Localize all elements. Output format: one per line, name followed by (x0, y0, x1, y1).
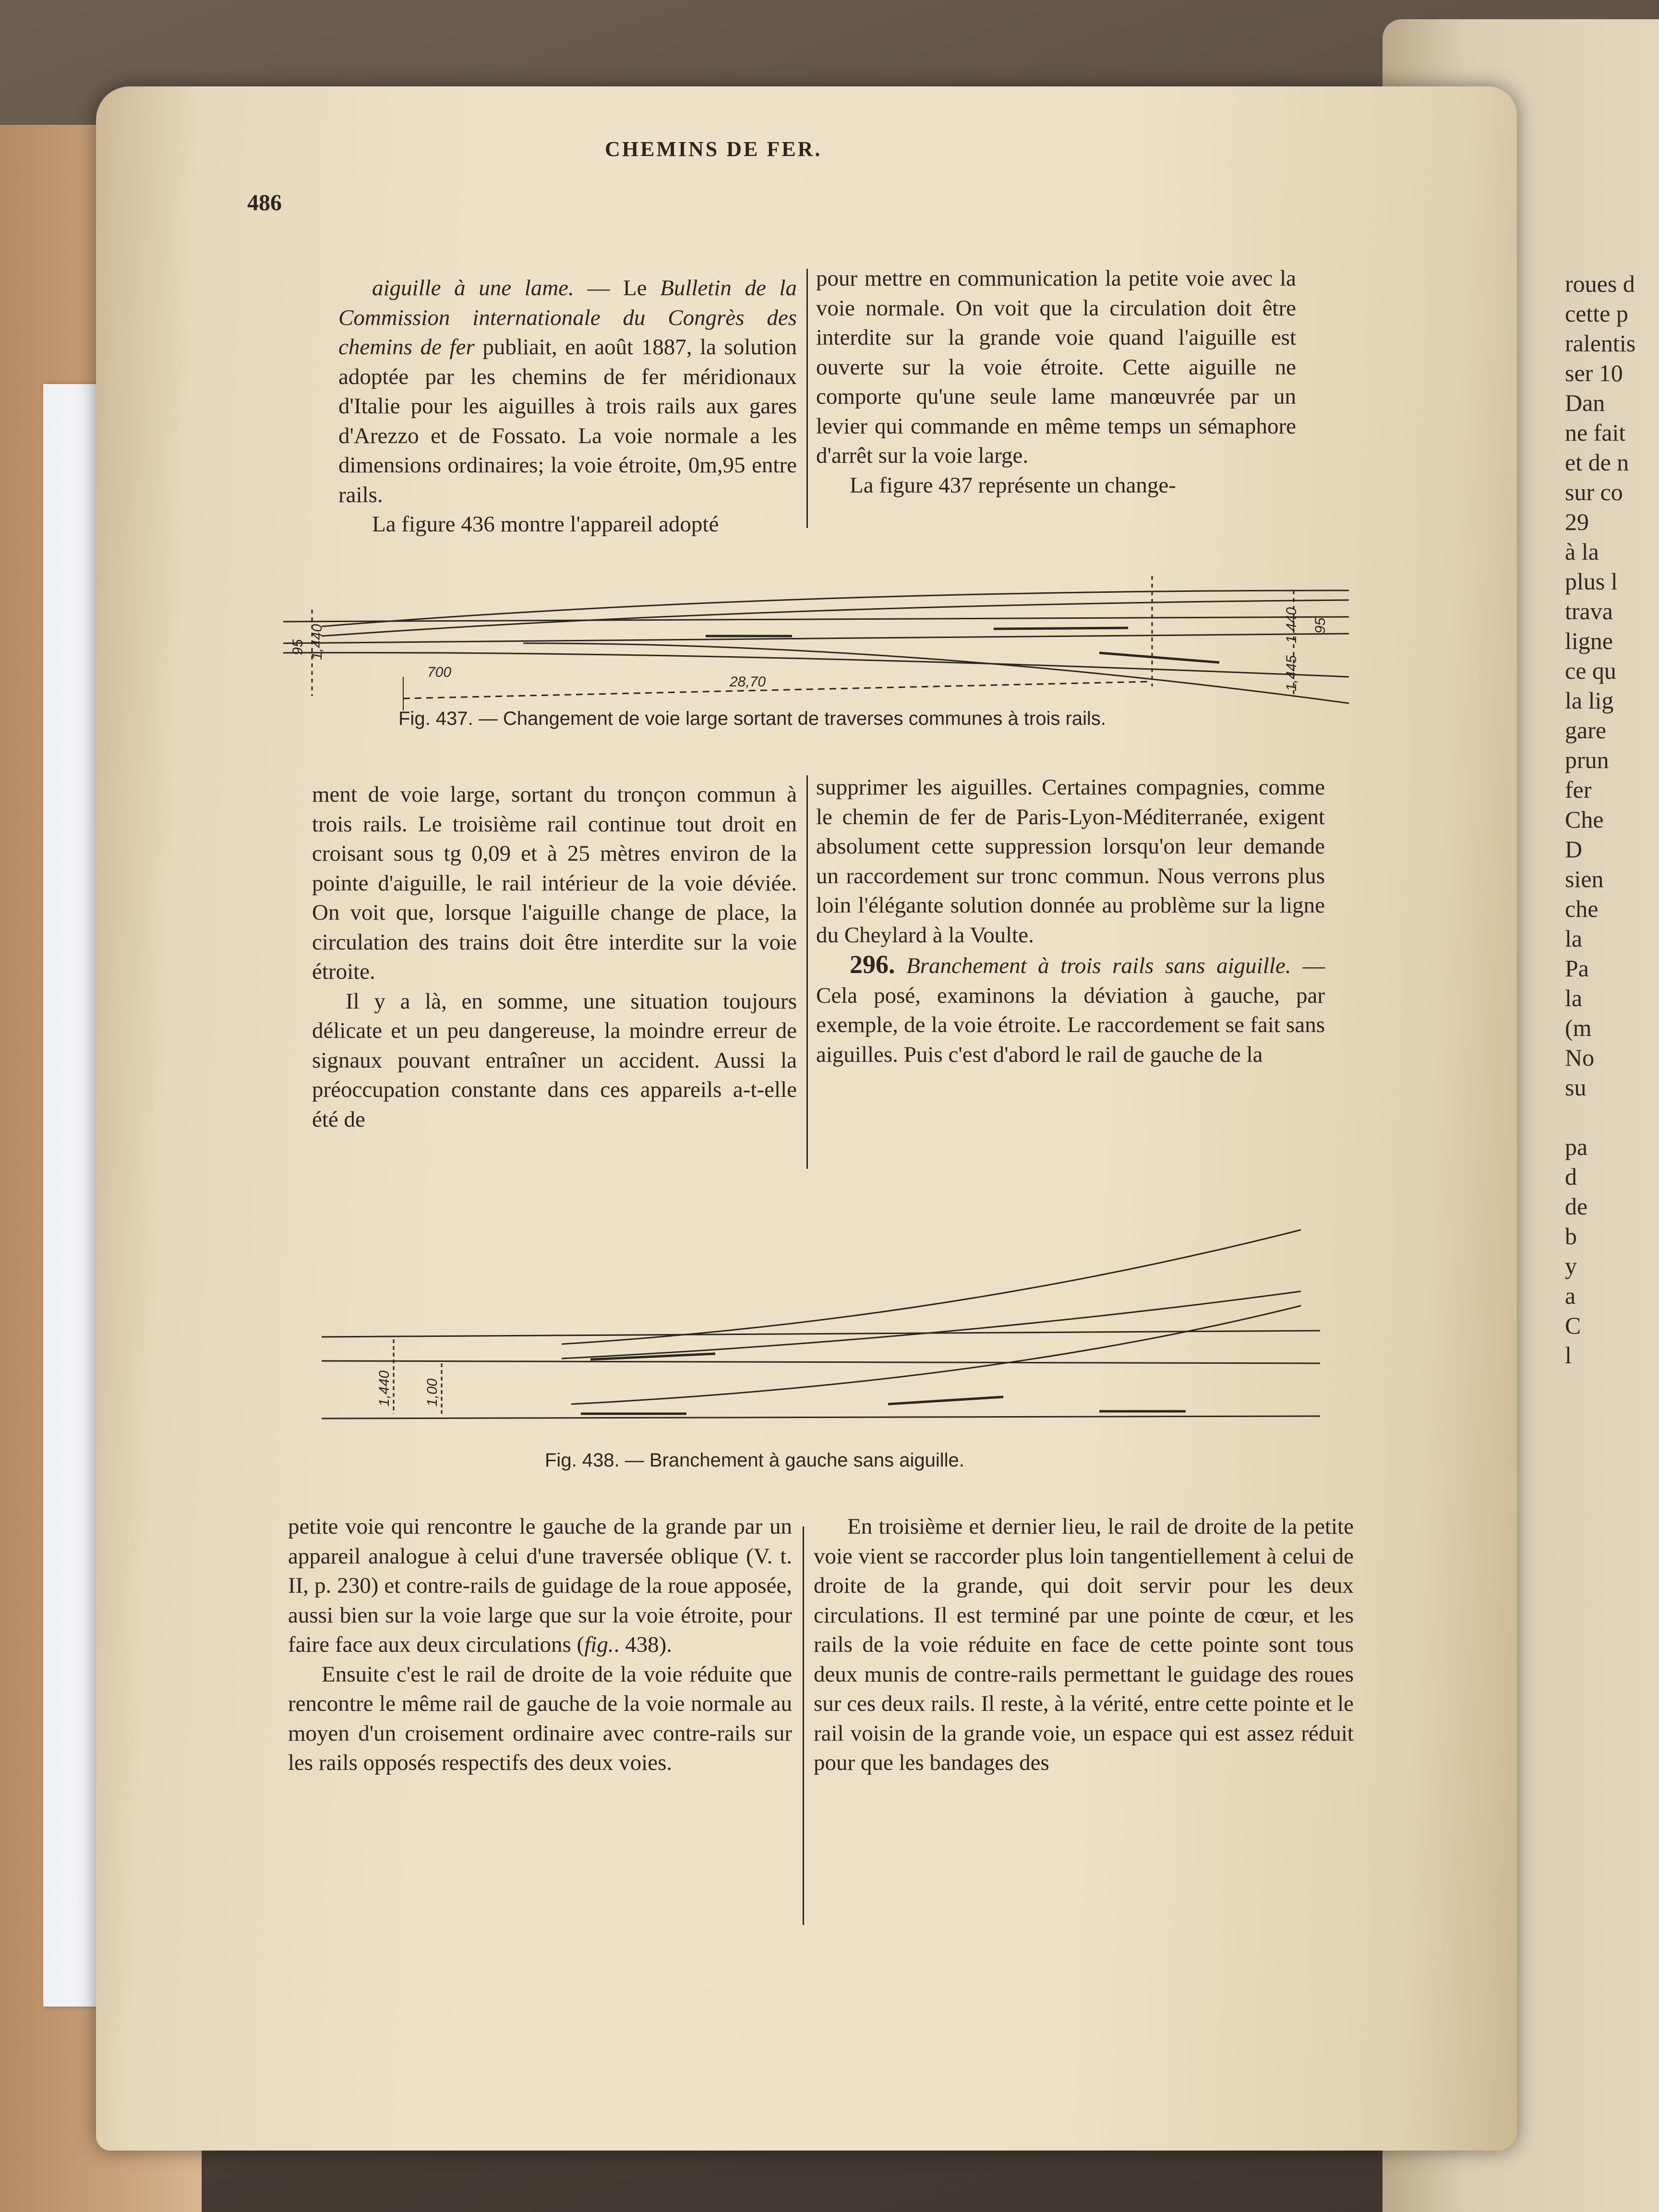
facing-page-line: a (1565, 1282, 1576, 1309)
block2-left-column (312, 780, 797, 1134)
facing-page-line: la lig (1565, 687, 1614, 714)
dim-1440: 1,440 (376, 1370, 392, 1407)
dim-2870: 28,70 (730, 674, 766, 690)
facing-page-line: su (1565, 1074, 1587, 1101)
dim-95-left: 95 (290, 639, 306, 655)
facing-page-line: C (1565, 1312, 1581, 1339)
paragraph: La figure 436 montre l'appareil adopté (372, 512, 719, 537)
facing-page-line: d (1565, 1163, 1577, 1190)
facing-page-line: y (1565, 1252, 1577, 1279)
facing-page-line: gare (1565, 717, 1607, 744)
facing-page-line: roues d (1565, 270, 1635, 297)
facing-page-line: prun (1565, 746, 1609, 773)
paragraph: petite voie qui rencontre le gauche de la grande par un appareil analogue à celui d'une traversée oblique (V. t. II, p. 230) et contre-rails de guidage de la roue apposée, aussi bien sur la voie large que sur la voie étroite, pour faire face aux deux circulations (fig.. 438). (288, 1514, 792, 1657)
facing-page-line: D (1565, 836, 1583, 863)
run-in-title: aiguille à une lame. (372, 276, 574, 301)
facing-page-line: à la (1565, 538, 1599, 565)
column-rule (803, 1527, 804, 1925)
facing-page-line: la (1565, 985, 1583, 1011)
facing-page-line: ce qu (1565, 657, 1616, 684)
paragraph: ment de voie large, sortant du tronçon commun à trois rails. Le troisième rail continue tout droit en croisant sous tg 0,09 et à 25 mètres environ de la pointe d'aiguille, le rail intérieur de la voie déviée. On voit que, lorsque l'aiguille change de place, la circulation des trains doit être interdite sur la voie étroite. (312, 782, 797, 984)
facing-page-line: ne fait (1565, 419, 1626, 446)
column-rule (806, 775, 808, 1169)
facing-page-line: Dan (1565, 389, 1605, 416)
paragraph: Il y a là, en somme, une situation toujours délicate et un peu dangereuse, la moindre erreur de signaux pouvant entraîner un accident. Aussi la préoccupation constante dans ces appareils a-t-elle été de (312, 988, 797, 1132)
dim-700: 700 (427, 664, 452, 680)
block3-right-column (814, 1512, 1354, 1778)
facing-page-text (1565, 269, 1659, 1421)
block2-right-column (816, 773, 1325, 1070)
figure-438-caption: Fig. 438. — Branchement à gauche sans aiguille. (545, 1450, 964, 1471)
dim-1440-right: 1,440 (1284, 607, 1299, 643)
facing-page-line: pa (1565, 1133, 1588, 1160)
paragraph: aiguille à une lame. — Le Bulletin de la Commission internationale du Congrès des chemins de fer publiait, en août 1887, la solution adoptée par les chemins de fer méridionaux d'Italie pour les aiguilles à trois rails aux gares d'Arezzo et de Fossato. La voie normale a les dimensions ordinaires; la voie étroite, 0m,95 entre rails. (338, 276, 797, 507)
paragraph: En troisième et dernier lieu, le rail de droite de la petite voie vient se raccorder plus loin tangentiellement à celui de droite de la grande, qui doit servir pour les deux circulations. Il est terminé par une pointe de cœur, et les rails de la voie réduite en face de cette pointe sont tous deux munis de contre-rails permettant le guidage des roues sur ces deux rails. Il reste, à la vérité, entre cette pointe et le rail voisin de la grande voie, un espace qui est assez réduit pour que les bandages des (814, 1514, 1354, 1775)
facing-page-line: ligne (1565, 627, 1613, 654)
facing-page-line: cette p (1565, 300, 1628, 327)
running-header: CHEMINS DE FER. (605, 137, 822, 161)
facing-page-line: b (1565, 1223, 1577, 1250)
section-paragraph: 296. Branchement à trois rails sans aiguille. — Cela posé, examinons la déviation à gauche, par exemple, de la voie étroite. Le raccordement se fait sans aiguilles. Puis c'est d'abord le rail de gauche de la (816, 950, 1325, 1067)
facing-page-line: trava (1565, 598, 1613, 625)
dim-1445: 1,445 (1284, 655, 1299, 691)
facing-page-line: 29 (1565, 508, 1589, 535)
block1-left-column (338, 274, 797, 540)
figure-437-diagram (283, 571, 1358, 715)
facing-page-line: (m (1565, 1014, 1592, 1041)
facing-page-line: plus l (1565, 568, 1618, 595)
dim-1440-left: 1,440 (309, 624, 325, 660)
figure-438-diagram (322, 1224, 1330, 1435)
section-title: Branchement à trois rails sans aiguille. (895, 953, 1291, 978)
block1-right-column (816, 264, 1296, 500)
facing-page-line: la (1565, 925, 1583, 952)
section-number: 296. (850, 950, 895, 979)
paragraph: supprimer les aiguilles. Certaines compagnies, comme le chemin de fer de Paris-Lyon-Méditerranée, exigent absolument cette suppression lorsqu'on leur demande un raccordement sur tronc commun. Nous verrons plus loin l'élégante solution donnée au problème sur la ligne du Cheylard à la Voulte. (816, 775, 1325, 948)
facing-page-line: l (1565, 1342, 1572, 1369)
facing-page-line: Che (1565, 806, 1604, 833)
page-number: 486 (247, 190, 282, 216)
facing-page-line (1565, 1102, 1659, 1132)
facing-page-line: che (1565, 895, 1599, 922)
facing-page-line: de (1565, 1193, 1588, 1220)
facing-page-line: No (1565, 1044, 1595, 1071)
dim-95-right: 95 (1312, 617, 1328, 634)
paragraph: Ensuite c'est le rail de droite de la voie réduite que rencontre le même rail de gauche de la voie normale au moyen d'un croisement ordinaire avec contre-rails sur les rails opposés respectifs des deux voies. (288, 1661, 792, 1775)
facing-page-line: fer (1565, 776, 1592, 803)
facing-page-line: Pa (1565, 955, 1589, 982)
facing-page-line: ser 10 (1565, 360, 1623, 386)
facing-page-line: ralentis (1565, 330, 1636, 357)
figure-437-caption: Fig. 437. — Changement de voie large sortant de traverses communes à trois rails. (398, 708, 1106, 729)
facing-page-line: et de n (1565, 449, 1629, 476)
column-rule (806, 269, 808, 528)
dim-100: 1,00 (424, 1378, 440, 1407)
block3-left-column (288, 1512, 792, 1778)
facing-page-line: sien (1565, 866, 1604, 892)
paragraph: pour mettre en communication la petite voie avec la voie normale. On voit que la circulation doit être interdite sur la grande voie quand l'aiguille est ouverte sur la voie étroite. Cette aiguille ne comporte qu'une seule lame manœuvrée par un levier qui commande en même temps un sémaphore d'arrêt sur la voie large. (816, 266, 1296, 468)
paragraph: La figure 437 représente un change- (850, 472, 1176, 498)
facing-page-line: sur co (1565, 479, 1623, 505)
